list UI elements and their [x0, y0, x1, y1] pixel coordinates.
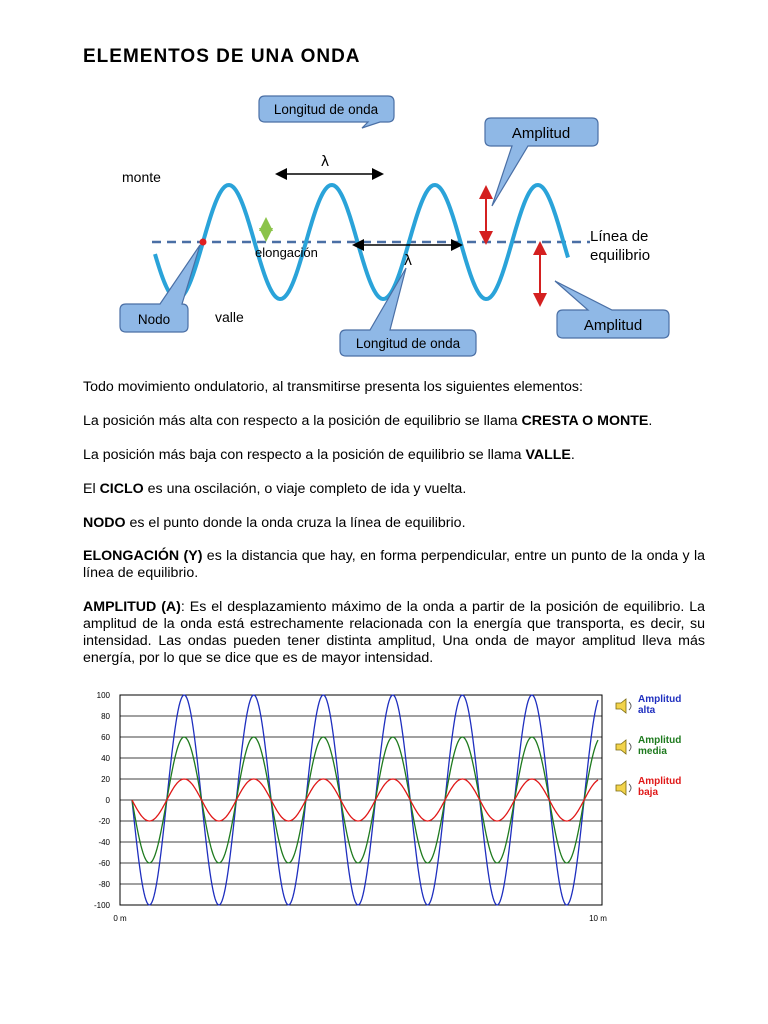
y-tick-label: 20 — [101, 775, 110, 784]
text-segment: es el punto donde la onda cruza la línea de equilibrio. — [125, 515, 466, 531]
text-segment: El — [83, 481, 100, 497]
y-tick-label: -40 — [98, 838, 110, 847]
text-segment: . — [648, 413, 653, 429]
paragraph-amplitud — [83, 599, 705, 667]
x-tick-label: 10 m — [589, 914, 607, 923]
lambda-label-bottom: λ — [403, 253, 413, 269]
y-tick-label: -80 — [98, 880, 110, 889]
callout-amplitud-top — [485, 118, 598, 206]
bold-term: CRESTA O MONTE — [521, 413, 649, 429]
speaker-wave-icon — [629, 702, 631, 710]
elongacion-label: elongación — [255, 245, 318, 260]
y-tick-label: -20 — [98, 817, 110, 826]
bold-term: ELONGACIÓN (Y) — [83, 548, 203, 564]
y-tick-label: 40 — [101, 754, 110, 763]
y-tick-label: -100 — [93, 901, 110, 910]
y-tick-label: -60 — [98, 859, 110, 868]
lambda-label-top: λ — [320, 154, 330, 170]
speaker-wave-icon — [629, 784, 631, 792]
legend-label: Amplitud — [638, 735, 682, 746]
text-segment: : Es el desplazamiento máximo de la onda a partir de la posición de equilibrio. La amplitud de la onda está estrechamente relacionada con la energía que transporta, es decir, su intensidad. Las ondas pueden tener distinta amplitud, Una onda de mayor amplitud lleva más energía, por lo que se dice que es de mayor intensidad. — [83, 599, 705, 666]
bold-term: VALLE — [525, 447, 571, 463]
linea-equilibrio-label-2: equilibrio — [590, 247, 651, 264]
callout-amplitud-bottom-label: Amplitud — [583, 317, 643, 334]
legend-label: Amplitud — [638, 776, 682, 787]
callout-amplitud-top-label: Amplitud — [511, 125, 571, 142]
x-tick-label: 0 m — [113, 914, 127, 923]
paragraph-elongacion — [83, 548, 705, 582]
linea-equilibrio-label-1: Línea de — [590, 228, 649, 245]
monte-label: monte — [122, 169, 161, 185]
text-segment: es una oscilación, o viaje completo de ida y vuelta. — [143, 481, 467, 497]
text-segment: La posición más alta con respecto a la posición de equilibrio se llama — [83, 413, 522, 429]
paragraph-cresta — [83, 413, 705, 430]
speaker-icon — [616, 699, 626, 713]
paragraph-ciclo — [83, 481, 705, 498]
speaker-icon — [616, 781, 626, 795]
callout-nodo-label: Nodo — [137, 312, 171, 327]
paragraph-valle — [83, 447, 705, 464]
text-segment: es la distancia que hay, en forma perpendicular, entre un punto de la onda y la línea de equilibrio. — [83, 548, 705, 581]
legend-label: media — [638, 746, 667, 757]
callout-longitud-top-label: Longitud de onda — [273, 102, 379, 117]
paragraph-nodo — [83, 515, 705, 532]
callout-longitud-bottom-label: Longitud de onda — [355, 336, 461, 351]
bold-term: AMPLITUD (A) — [83, 599, 181, 615]
text-segment: La posición más baja con respecto a la posición de equilibrio se llama — [83, 447, 526, 463]
text-segment: . — [570, 447, 575, 463]
speaker-icon — [616, 740, 626, 754]
amplitude-comparison-chart — [80, 685, 710, 930]
y-tick-label: 0 — [105, 796, 110, 805]
callout-longitud-bottom — [340, 268, 476, 356]
bold-term: NODO — [83, 515, 126, 531]
bold-term: CICLO — [99, 481, 144, 497]
legend-label: Amplitud — [638, 694, 682, 705]
valle-label: valle — [215, 309, 244, 325]
wave-elements-diagram — [0, 85, 768, 370]
y-tick-label: 80 — [101, 712, 110, 721]
text-segment: Todo movimiento ondulatorio, al transmitirse presenta los siguientes elementos: — [83, 379, 583, 395]
y-tick-label: 60 — [101, 733, 110, 742]
node-point — [200, 239, 207, 246]
legend-label: baja — [638, 787, 659, 798]
callout-longitud-top — [259, 96, 394, 128]
speaker-wave-icon — [629, 743, 631, 751]
page-title: ELEMENTOS DE UNA ONDA — [83, 46, 361, 67]
callout-amplitud-bottom — [555, 281, 669, 338]
y-tick-label: 100 — [96, 691, 110, 700]
paragraph-intro — [83, 379, 705, 396]
legend-label: alta — [638, 705, 656, 716]
